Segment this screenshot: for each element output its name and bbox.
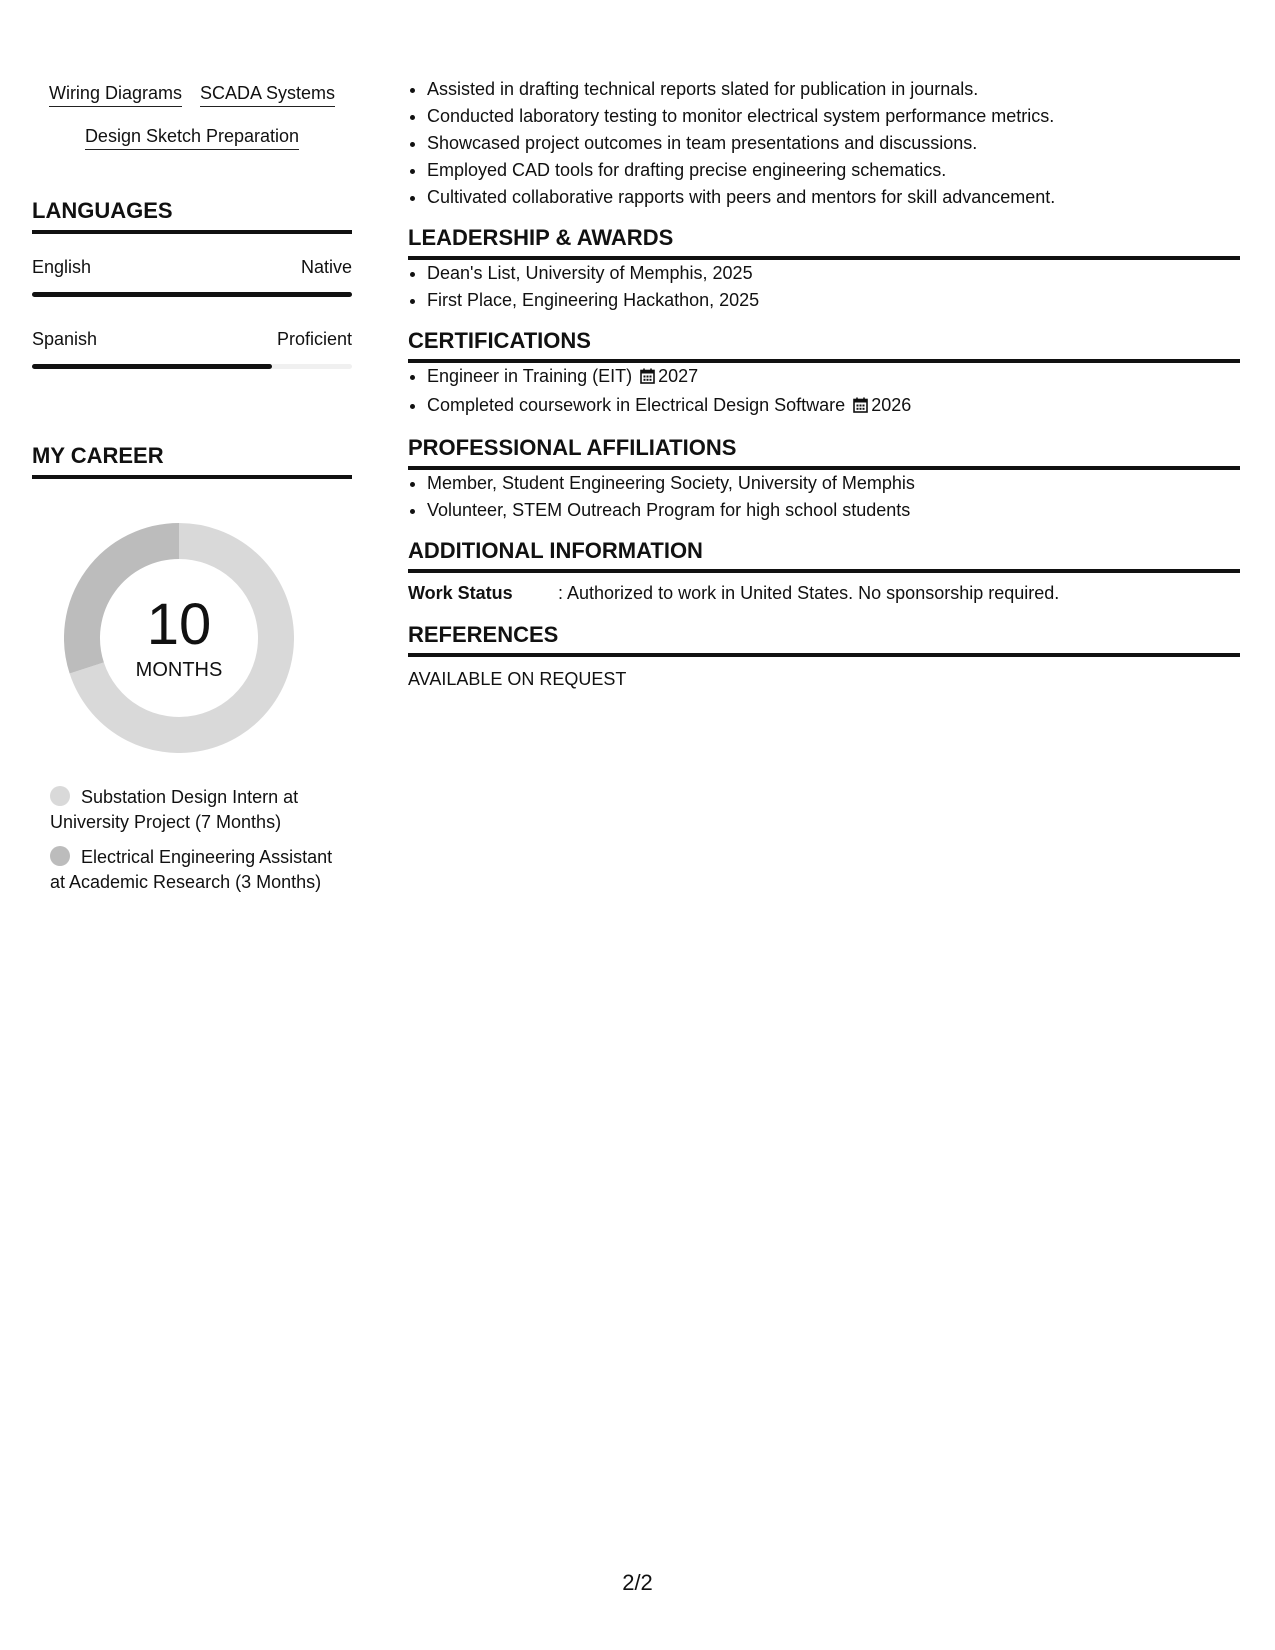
list-item bbox=[427, 392, 1240, 421]
legend-dot bbox=[50, 786, 70, 806]
list-item: • First Place, Engineering Hackathon, 2025 bbox=[427, 287, 1240, 314]
legend-item bbox=[50, 785, 340, 835]
list-item: • Conducted laboratory testing to monitor electrical system performance metrics. bbox=[427, 103, 1240, 130]
language-proficiency-fill bbox=[32, 364, 272, 369]
certification-name: Engineer in Training (EIT) bbox=[427, 366, 633, 386]
experience-bullets bbox=[408, 76, 1240, 211]
awards-heading: LEADERSHIP & AWARDS bbox=[408, 225, 1240, 260]
calendar-icon bbox=[640, 365, 655, 392]
work-status-row bbox=[408, 582, 1240, 604]
skill-tag: Design Sketch Preparation bbox=[85, 125, 299, 150]
awards-list bbox=[408, 260, 1240, 314]
affiliations-heading: PROFESSIONAL AFFILIATIONS bbox=[408, 435, 1240, 470]
work-status-label: Work Status bbox=[408, 583, 513, 603]
certification-year: 2026 bbox=[871, 395, 912, 415]
language-proficiency-fill bbox=[32, 292, 352, 297]
legend-dot bbox=[50, 846, 70, 866]
legend-item bbox=[50, 845, 340, 895]
list-item: • Cultivated collaborative rapports with peers and mentors for skill advancement. bbox=[427, 184, 1240, 211]
additional-info-heading: ADDITIONAL INFORMATION bbox=[408, 538, 1240, 573]
legend-label: Substation Design Intern at University Project (7 Months) bbox=[50, 787, 299, 832]
career-total-months: 10 bbox=[146, 591, 212, 657]
list-item bbox=[427, 363, 1240, 392]
career-legend bbox=[50, 785, 340, 895]
list-item: • Employed CAD tools for drafting precise engineering schematics. bbox=[427, 157, 1240, 184]
affiliations-list bbox=[408, 470, 1240, 524]
language-item bbox=[32, 256, 352, 297]
language-level: Native bbox=[300, 257, 352, 277]
certification-year: 2027 bbox=[658, 366, 699, 386]
certifications-heading: CERTIFICATIONS bbox=[408, 328, 1240, 363]
calendar-icon bbox=[853, 394, 868, 421]
language-proficiency-bar bbox=[32, 292, 352, 297]
left-column bbox=[32, 82, 352, 905]
career-donut-chart bbox=[64, 523, 294, 753]
certifications-list bbox=[408, 363, 1240, 421]
list-item: • Showcased project outcomes in team presentations and discussions. bbox=[427, 130, 1240, 157]
legend-label: Electrical Engineering Assistant at Academic Research (3 Months) bbox=[50, 847, 333, 892]
list-item: • Dean's List, University of Memphis, 2025 bbox=[427, 260, 1240, 287]
right-column bbox=[408, 76, 1240, 690]
languages-heading: LANGUAGES bbox=[32, 198, 352, 234]
certification-name: Completed coursework in Electrical Design Software bbox=[427, 395, 846, 415]
list-item: • Volunteer, STEM Outreach Program for high school students bbox=[427, 497, 1240, 524]
language-proficiency-bar bbox=[32, 364, 352, 369]
list-item: • Assisted in drafting technical reports slated for publication in journals. bbox=[427, 76, 1240, 103]
page-number: 2/2 bbox=[622, 1570, 653, 1595]
language-name: Spanish bbox=[32, 329, 98, 349]
language-item bbox=[32, 328, 352, 369]
references-heading: REFERENCES bbox=[408, 622, 1240, 657]
skill-tag: Wiring Diagrams bbox=[49, 82, 182, 107]
list-item: • Member, Student Engineering Society, University of Memphis bbox=[427, 470, 1240, 497]
work-status-value: : Authorized to work in United States. No sponsorship required. bbox=[558, 583, 1060, 603]
skill-tags bbox=[32, 82, 352, 150]
language-level: Proficient bbox=[276, 329, 352, 349]
career-heading: MY CAREER bbox=[32, 443, 352, 479]
references-text: AVAILABLE ON REQUEST bbox=[408, 669, 627, 689]
language-name: English bbox=[32, 257, 92, 277]
career-total-unit: MONTHS bbox=[135, 658, 223, 681]
skill-tag: SCADA Systems bbox=[200, 82, 335, 107]
